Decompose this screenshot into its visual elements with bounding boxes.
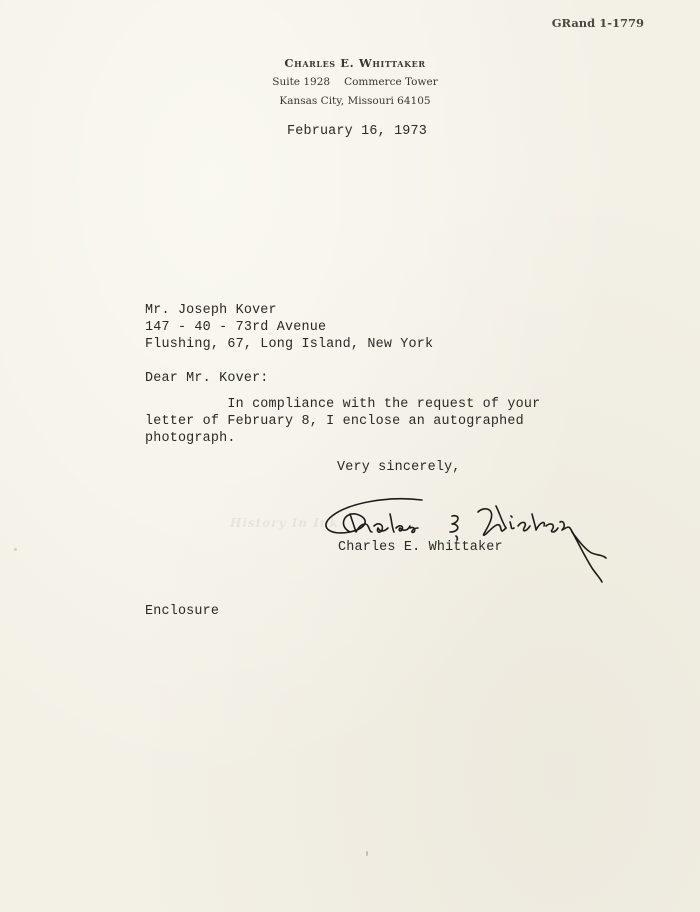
body-line: photograph. [145,431,236,446]
recipient-city: Flushing, 67, Long Island, New York [145,337,434,352]
letter-date: February 16, 1973 [287,124,428,139]
letterhead-building: Commerce Tower [344,76,438,88]
letterhead-city: Kansas City, Missouri 64105 [279,95,431,107]
body-line: letter of February 8, I enclose an autographed [145,414,524,429]
body-line: In compliance with the request of your [145,397,541,412]
paper-fleck [14,548,17,551]
letterhead-name: Charles E. Whittaker [284,56,426,70]
salutation: Dear Mr. Kover: [145,371,269,386]
letterhead-suite: Suite 1928 [272,76,331,88]
typed-signatory-name: Charles E. Whittaker [338,540,503,555]
enclosure-note: Enclosure [145,604,220,619]
letterhead-address-line [200,76,510,89]
letter-body [145,396,540,447]
watermark: History In Ink [230,516,339,530]
recipient-name: Mr. Joseph Kover [145,303,277,318]
closing: Very sincerely, [337,460,461,475]
phone-number: GRand 1-1779 [551,16,644,30]
recipient-street: 147 - 40 - 73rd Avenue [145,320,327,335]
paper-fleck [366,851,368,856]
letterhead [200,56,510,114]
recipient-address [145,302,433,353]
